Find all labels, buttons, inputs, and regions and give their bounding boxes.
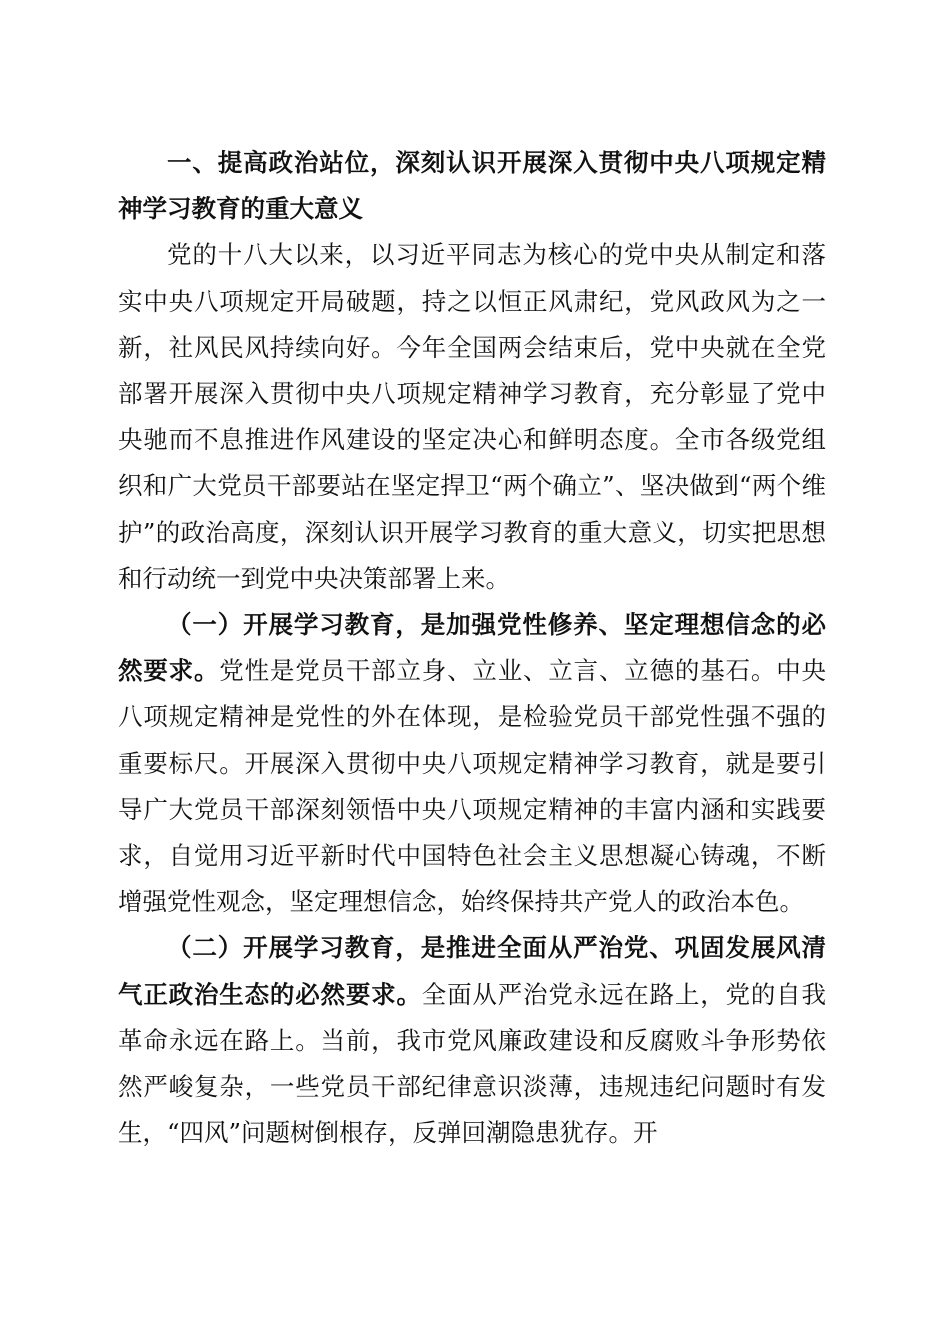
- section-heading: 一、提高政治站位，深刻认识开展深入贯彻中央八项规定精神学习教育的重大意义: [118, 148, 826, 224]
- intro-paragraph: 党的十八大以来，以习近平同志为核心的党中央从制定和落实中央八项规定开局破题，持之以恒正风肃纪，党风政风为之一新，社风民风持续向好。今年全国两会结束后，党中央就在全党部署开展深入贯彻中央八项规定精神学习教育，充分彰显了党中央驰而不息推进作风建设的坚定决心和鲜明态度。全市各级党组织和广大党员干部要站在坚定捍卫“两个确立”、坚决做到“两个维护”的政治高度，深刻认识开展学习教育的重大意义，切实把思想和行动统一到党中央决策部署上来。: [118, 240, 826, 593]
- point-one-body: 党性是党员干部立身、立业、立言、立德的基石。中央八项规定精神是党性的外在体现，是检验党员干部党性强不强的重要标尺。开展深入贯彻中央八项规定精神学习教育，就是要引导广大党员干部深刻领悟中央八项规定精神的丰富内涵和实践要求，自觉用习近平新时代中国特色社会主义思想凝心铸魂，不断增强党性观念，坚定理想信念，始终保持共产党人的政治本色。: [118, 656, 827, 917]
- point-two-paragraph: [118, 925, 826, 1156]
- point-one-paragraph: [118, 602, 826, 925]
- document-body: [118, 140, 826, 1156]
- point-two-body: 全面从严治党永远在路上，党的自我革命永远在路上。当前，我市党风廉政建设和反腐败斗争形势依然严峻复杂，一些党员干部纪律意识淡薄，违规违纪问题时有发生，“四风”问题树倒根存，反弹回潮隐患犹存。开: [118, 979, 827, 1148]
- point-one-lead: （一）开展学习教育，是加强党性修养、坚定理想信念的必然要求。: [118, 610, 826, 686]
- point-two-lead: （二）开展学习教育，是推进全面从严治党、巩固发展风清气正政治生态的必然要求。: [118, 933, 826, 1009]
